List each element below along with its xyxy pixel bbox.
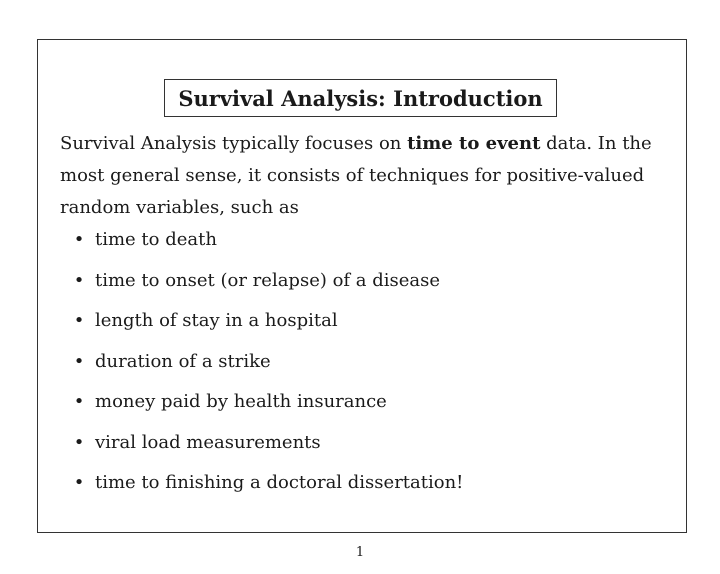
intro-emphasis: time to event bbox=[407, 133, 541, 154]
list-item bbox=[60, 224, 660, 265]
intro-paragraph bbox=[60, 128, 675, 224]
list-item bbox=[60, 265, 660, 306]
bullet-icon: • bbox=[73, 229, 85, 250]
list-item-text: money paid by health insurance bbox=[95, 391, 387, 412]
bullet-icon: • bbox=[73, 269, 85, 291]
bullet-icon: • bbox=[73, 310, 85, 331]
list-item bbox=[60, 427, 660, 468]
list-item bbox=[60, 467, 660, 508]
list-item-text: viral load measurements bbox=[95, 431, 321, 453]
intro-text-start: Survival Analysis typically focuses on bbox=[60, 133, 408, 154]
intro-text-end: data. In the most general sense, it consists of techniques for positive-valued random variables, such as bbox=[60, 133, 652, 218]
list-item-text: length of stay in a hospital bbox=[95, 310, 338, 331]
list-item bbox=[60, 386, 660, 427]
list-item-text: duration of a strike bbox=[95, 350, 271, 372]
list-item bbox=[60, 346, 660, 387]
list-item-text: time to onset (or relapse) of a disease bbox=[95, 269, 441, 291]
bullet-icon: • bbox=[73, 391, 85, 412]
bullet-icon: • bbox=[73, 472, 85, 493]
bullet-icon: • bbox=[73, 431, 85, 453]
list-item-text: time to death bbox=[95, 229, 217, 250]
list-item bbox=[60, 305, 660, 346]
page-number: 1 bbox=[355, 545, 365, 560]
bullet-icon: • bbox=[73, 350, 85, 372]
list-item-text: time to finishing a doctoral dissertation! bbox=[95, 472, 464, 493]
bullet-list bbox=[60, 224, 660, 508]
slide-title: Survival Analysis: Introduction bbox=[164, 79, 557, 117]
